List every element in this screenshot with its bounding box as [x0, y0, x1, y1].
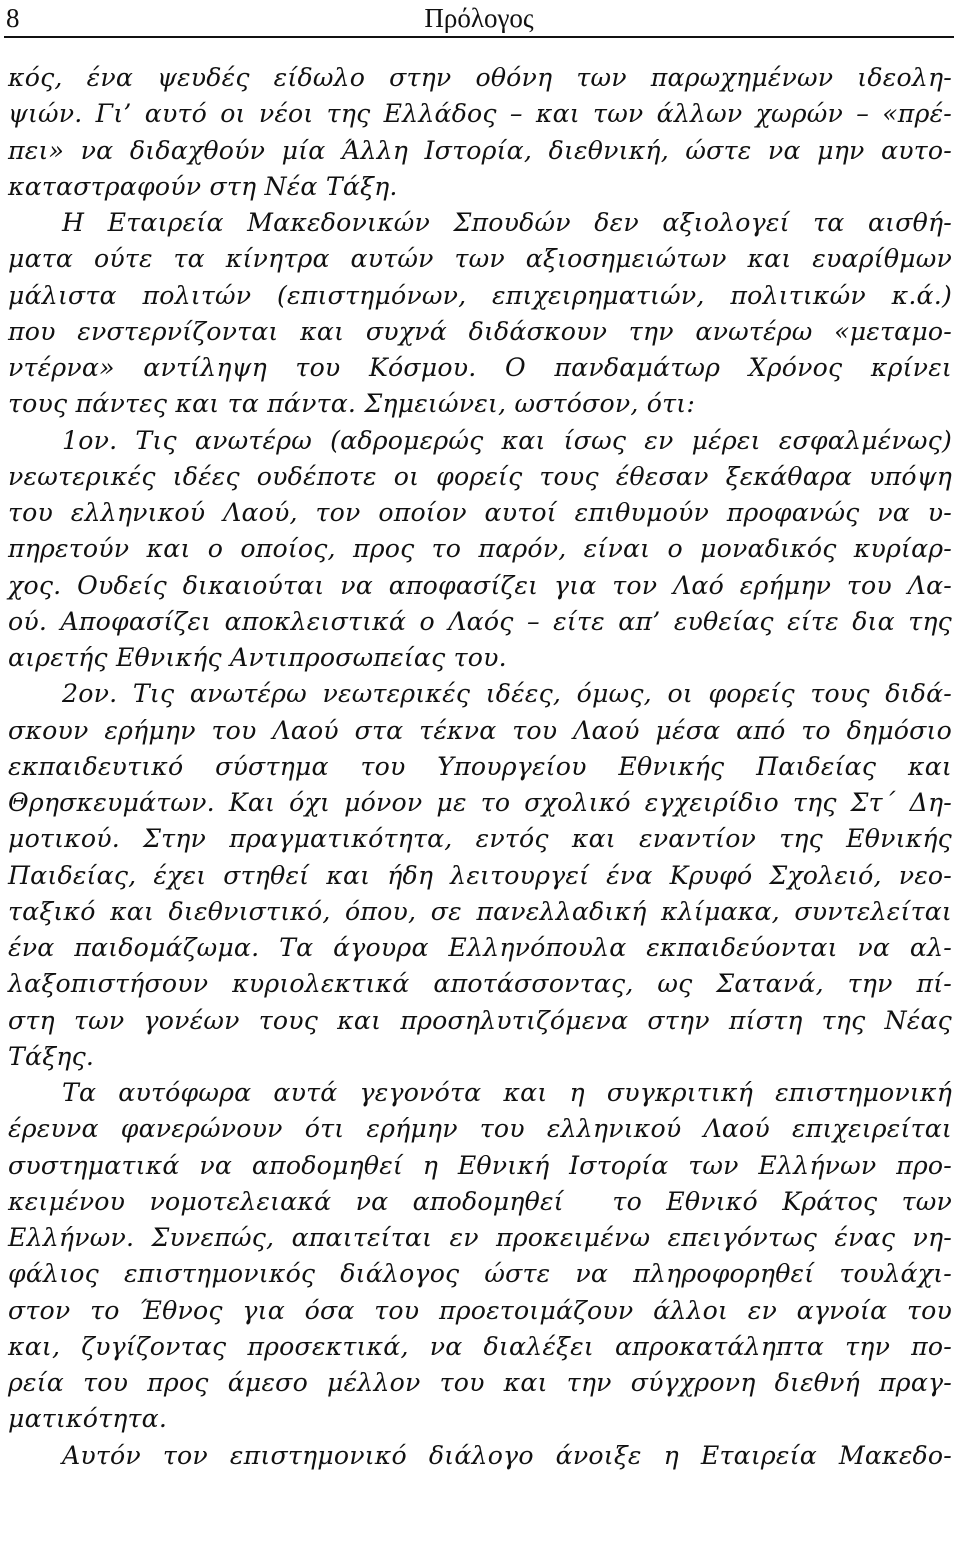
text-line: σκουν ερήμην του Λαού στα τέκνα του Λαού μέσα από το δημόσιο: [8, 715, 952, 745]
text-line: κός, ένα ψευδές είδωλο στην οθόνη των παρωχημένων ιδεολη-: [8, 63, 952, 92]
text-line: πει» να διδαχθούν μία Άλλη Ιστορία, διεθνική, ώστε να μην αυτο-: [8, 135, 952, 165]
page-header: [4, 0, 954, 38]
text-line: πηρετούν και ο οποίος, προς το παρόν, είναι ο μοναδικός κυρίαρ-: [8, 534, 952, 564]
text-line: ρεία του προς άμεσο μέλλον του και την σύγχρονη διεθνή πραγ-: [8, 1368, 952, 1397]
text-line: Θρησκευμάτων. Και όχι μόνον με το σχολικό εγχειρίδιο της Στ΄ Δη-: [8, 788, 952, 817]
page-number: 8: [6, 3, 20, 33]
text-line: εκπαιδευτικό σύστημα του Υπουργείου Εθνικής Παιδείας και: [8, 751, 952, 781]
text-line: Τάξης.: [8, 1041, 95, 1071]
text-line: στη των γονέων τους και προσηλυτιζόμενα στην πίστη της Νέας: [8, 1005, 952, 1035]
text-line: ματα ούτε τα κίνητρα αυτών των αξιοσημειώτων και ευαρίθμων: [8, 244, 952, 274]
text-line: φάλιος επιστημονικός διάλογος ώστε να πληροφορηθεί τουλάχι-: [8, 1259, 952, 1289]
text-line: που ενστερνίζονται και συχνά διδάσκουν την ανωτέρω «μεταμο-: [8, 316, 952, 346]
text-line: ταξικό και διεθνιστικό, όπου, σε πανελλαδική κλίμακα, συντελείται: [8, 896, 952, 926]
text-line: του ελληνικού Λαού, τον οποίον αυτοί επιθυμούν προφανώς να υ-: [8, 498, 952, 527]
text-line: χος. Ουδείς δικαιούται να αποφασίζει για τον Λαό ερήμην του Λα-: [8, 570, 952, 600]
text-line: Παιδείας, έχει στηθεί και ήδη λειτουργεί ένα Κρυφό Σχολειό, νεο-: [8, 860, 952, 890]
text-line: νεωτερικές ιδέες ουδέποτε οι φορείς τους έθεσαν ξεκάθαρα υπόψη: [8, 461, 952, 491]
text-line: συστηματικά να αποδομηθεί η Εθνική Ιστορία των Ελλήνων προ-: [8, 1150, 952, 1180]
header-rule: [4, 36, 954, 38]
text-line: μάλιστα πολιτών (επιστημόνων, επιχειρηματιών, πολιτικών κ.ά.): [8, 280, 952, 310]
text-line: ματικότητα.: [8, 1404, 168, 1434]
text-line: ντέρνα» αντίληψη του Κόσμου. Ο πανδαμάτωρ Χρόνος κρίνει: [8, 353, 952, 382]
text-line: κειμένου νομοτελειακά να αποδομηθεί το Εθνικό Κράτος των: [8, 1186, 952, 1216]
running-title: Πρόλογος: [424, 3, 534, 33]
text-line: στον το Έθνος για όσα του προετοιμάζουν άλλοι εν αγνοία του: [8, 1295, 952, 1325]
text-line: αιρετής Εθνικής Αντιπροσωπείας του.: [8, 643, 507, 672]
text-line: ού. Αποφασίζει αποκλειστικά ο Λαός – είτε απ’ ευθείας είτε δια της: [8, 606, 952, 636]
text-line: λαξοπιστήσουν κυριολεκτικά αποτάσσοντας, ως Σατανά, την πί-: [8, 969, 952, 999]
text-line: καταστραφούν στη Νέα Τάξη.: [8, 171, 398, 201]
text-line: Η Εταιρεία Μακεδονικών Σπουδών δεν αξιολογεί τα αισθή-: [62, 208, 952, 237]
text-line: ψιών. Γι’ αυτό οι νέοι της Ελλάδος – και των άλλων χωρών – «πρέ-: [8, 99, 952, 129]
text-line: μοτικού. Στην πραγματικότητα, εντός και εναντίον της Εθνικής: [8, 824, 952, 854]
text-line: Αυτόν τον επιστημονικό διάλογο άνοιξε η Εταιρεία Μακεδο-: [62, 1440, 952, 1470]
text-line: Τα αυτόφωρα αυτά γεγονότα και η συγκριτική επιστημονική: [62, 1078, 952, 1107]
text-line: και, ζυγίζοντας προσεκτικά, να διαλέξει απροκατάληπτα την πο-: [8, 1331, 952, 1361]
text-line: 2ον. Τις ανωτέρω νεωτερικές ιδέες, όμως, οι φορείς τους διδά-: [62, 679, 952, 709]
text-line: 1ον. Τις ανωτέρω (αδρομερώς και ίσως εν μέρει εσφαλμένως): [62, 425, 952, 455]
text-line: Ελλήνων. Συνεπώς, απαιτείται εν προκειμένω επειγόντως ένας νη-: [8, 1223, 952, 1252]
text-line: έρευνα φανερώνουν ότι ερήμην του ελληνικού Λαού επιχειρείται: [8, 1114, 952, 1144]
text-line: ένα παιδομάζωμα. Τα άγουρα Ελληνόπουλα εκπαιδεύονται να αλ-: [8, 933, 952, 962]
body-text: [8, 60, 952, 1474]
text-line: τους πάντες και τα πάντα. Σημειώνει, ωστόσον, ότι:: [8, 389, 696, 419]
